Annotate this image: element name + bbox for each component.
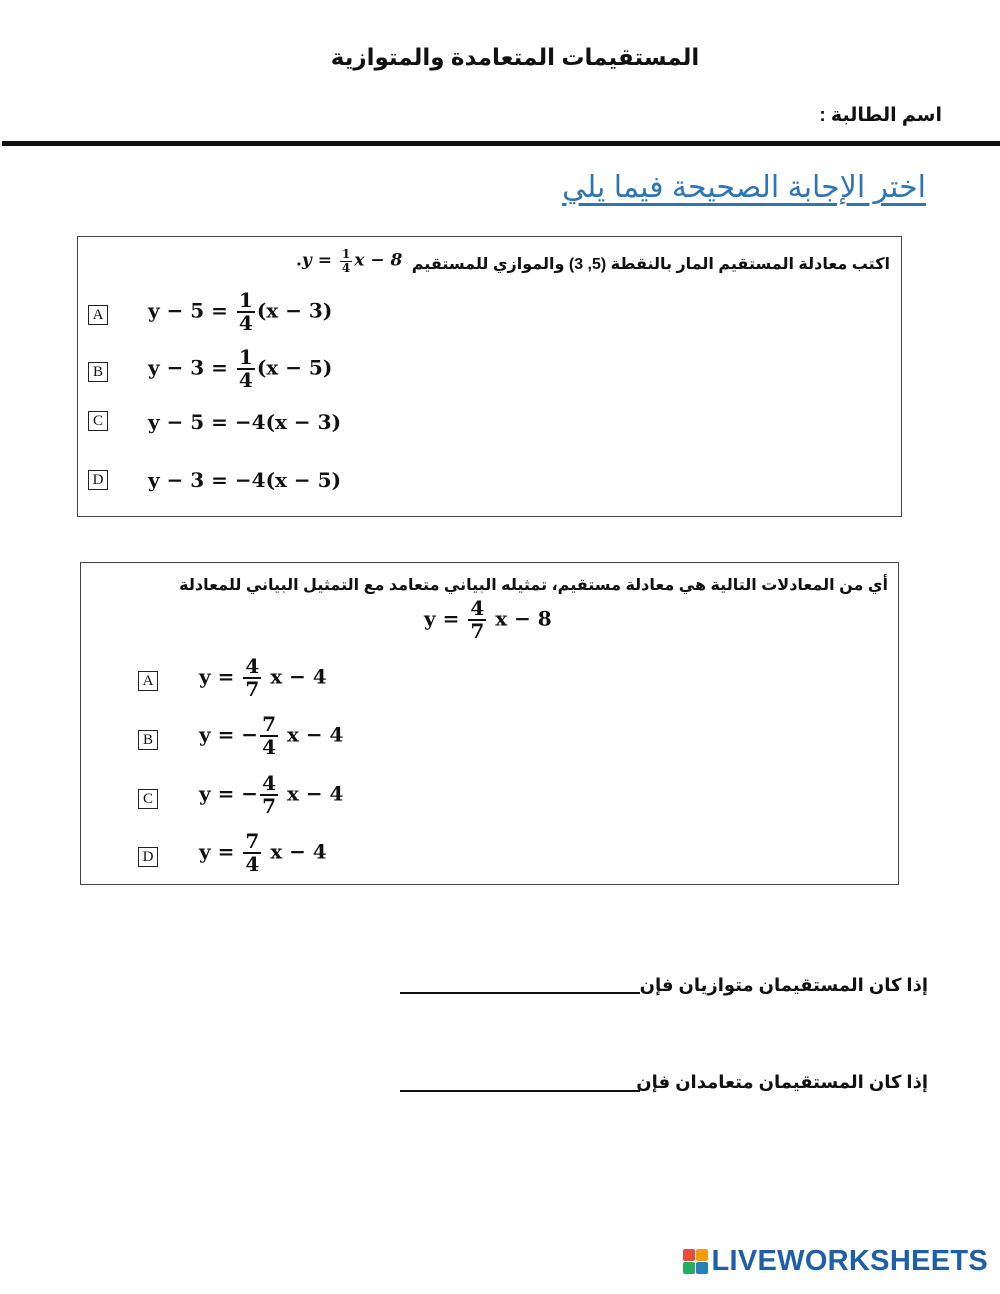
q2-option-b-fraction: $\frac{7}{4}$ bbox=[262, 712, 276, 759]
q1-option-d-equation: y − 3 = −4(x − 5) bbox=[148, 468, 342, 492]
q1-option-a-box[interactable]: A bbox=[88, 305, 108, 325]
q1-option-c-equation: y − 5 = −4(x − 3) bbox=[148, 410, 342, 434]
liveworksheets-logo bbox=[683, 1245, 989, 1278]
q2-option-d-fraction: $\frac{7}{4}$ bbox=[245, 829, 260, 876]
q1-eq-fraction: $\frac{1}{4}$ bbox=[341, 247, 351, 275]
q2-option-d-equation: y = $\frac{7}{4}$ x − 4 bbox=[199, 829, 327, 876]
q2-option-a-box[interactable]: A bbox=[138, 671, 158, 691]
question-1-text: اكتب معادلة المستقيم المار بالنقطة (5, 3) والموازي للمستقيم bbox=[411, 256, 890, 273]
q2-option-c-box[interactable]: C bbox=[138, 789, 158, 809]
q2-option-d-box[interactable]: D bbox=[138, 847, 158, 867]
q1-option-d-box[interactable]: D bbox=[88, 470, 108, 490]
fill-in-parallel-blank[interactable] bbox=[400, 992, 640, 994]
q2-eq-fraction: $\frac{4}{7}$ bbox=[470, 596, 485, 643]
fill-in-perpendicular-blank[interactable] bbox=[400, 1090, 640, 1092]
fill-in-parallel-text: إذا كان المستقيمان متوازيان فإن bbox=[639, 975, 928, 995]
instruction-heading: اختر الإجابة الصحيحة فيما يلي bbox=[562, 171, 926, 204]
q2-option-b-box[interactable]: B bbox=[138, 730, 158, 750]
q2-option-c-fraction: $\frac{4}{7}$ bbox=[262, 771, 276, 818]
page-title: المستقيمات المتعامدة والمتوازية bbox=[330, 44, 700, 70]
logo-tile-blue bbox=[696, 1262, 708, 1274]
question-2-text: أي من المعادلات التالية هي معادلة مستقيم، تمثيله البياني متعامد مع التمثيل البياني للمعادلة bbox=[179, 577, 888, 594]
q1-eq-end: . bbox=[296, 250, 302, 271]
logo-text: LIVEWORKSHEETS bbox=[711, 1245, 988, 1277]
q1-eq-lhs: y bbox=[301, 250, 312, 271]
question-1-equation: .y = $\frac{1}{4}$ x − 8 bbox=[296, 247, 403, 275]
q1-option-b-fraction: $\frac{1}{4}$ bbox=[238, 345, 253, 392]
q1-option-c-box[interactable]: C bbox=[88, 411, 108, 431]
logo-tile-orange bbox=[696, 1249, 708, 1261]
logo-tiles-icon bbox=[683, 1249, 708, 1274]
question-2-equation: y = $\frac{4}{7}$ x − 8 bbox=[424, 596, 552, 643]
q1-option-b-equation: y − 3 = $\frac{1}{4}$ (x − 5) bbox=[148, 345, 333, 392]
fill-in-perpendicular-text: إذا كان المستقيمان متعامدان فإن bbox=[636, 1072, 928, 1092]
q1-option-a-fraction: $\frac{1}{4}$ bbox=[238, 288, 253, 335]
q2-option-c-equation: y = − $\frac{4}{7}$ x − 4 bbox=[199, 771, 344, 818]
logo-tile-red bbox=[683, 1249, 695, 1261]
q2-option-a-equation: y = $\frac{4}{7}$ x − 4 bbox=[199, 654, 327, 701]
logo-tile-green bbox=[683, 1262, 695, 1274]
q2-option-a-fraction: $\frac{4}{7}$ bbox=[245, 654, 260, 701]
student-name-label: اسم الطالبة : bbox=[819, 105, 942, 126]
q1-option-b-box[interactable]: B bbox=[88, 362, 108, 382]
q1-eq-rest: x − 8 bbox=[354, 250, 403, 271]
header-divider bbox=[2, 141, 1000, 146]
q1-option-a-equation: y − 5 = $\frac{1}{4}$ (x − 3) bbox=[148, 288, 333, 335]
q2-option-b-equation: y = − $\frac{7}{4}$ x − 4 bbox=[199, 712, 344, 759]
